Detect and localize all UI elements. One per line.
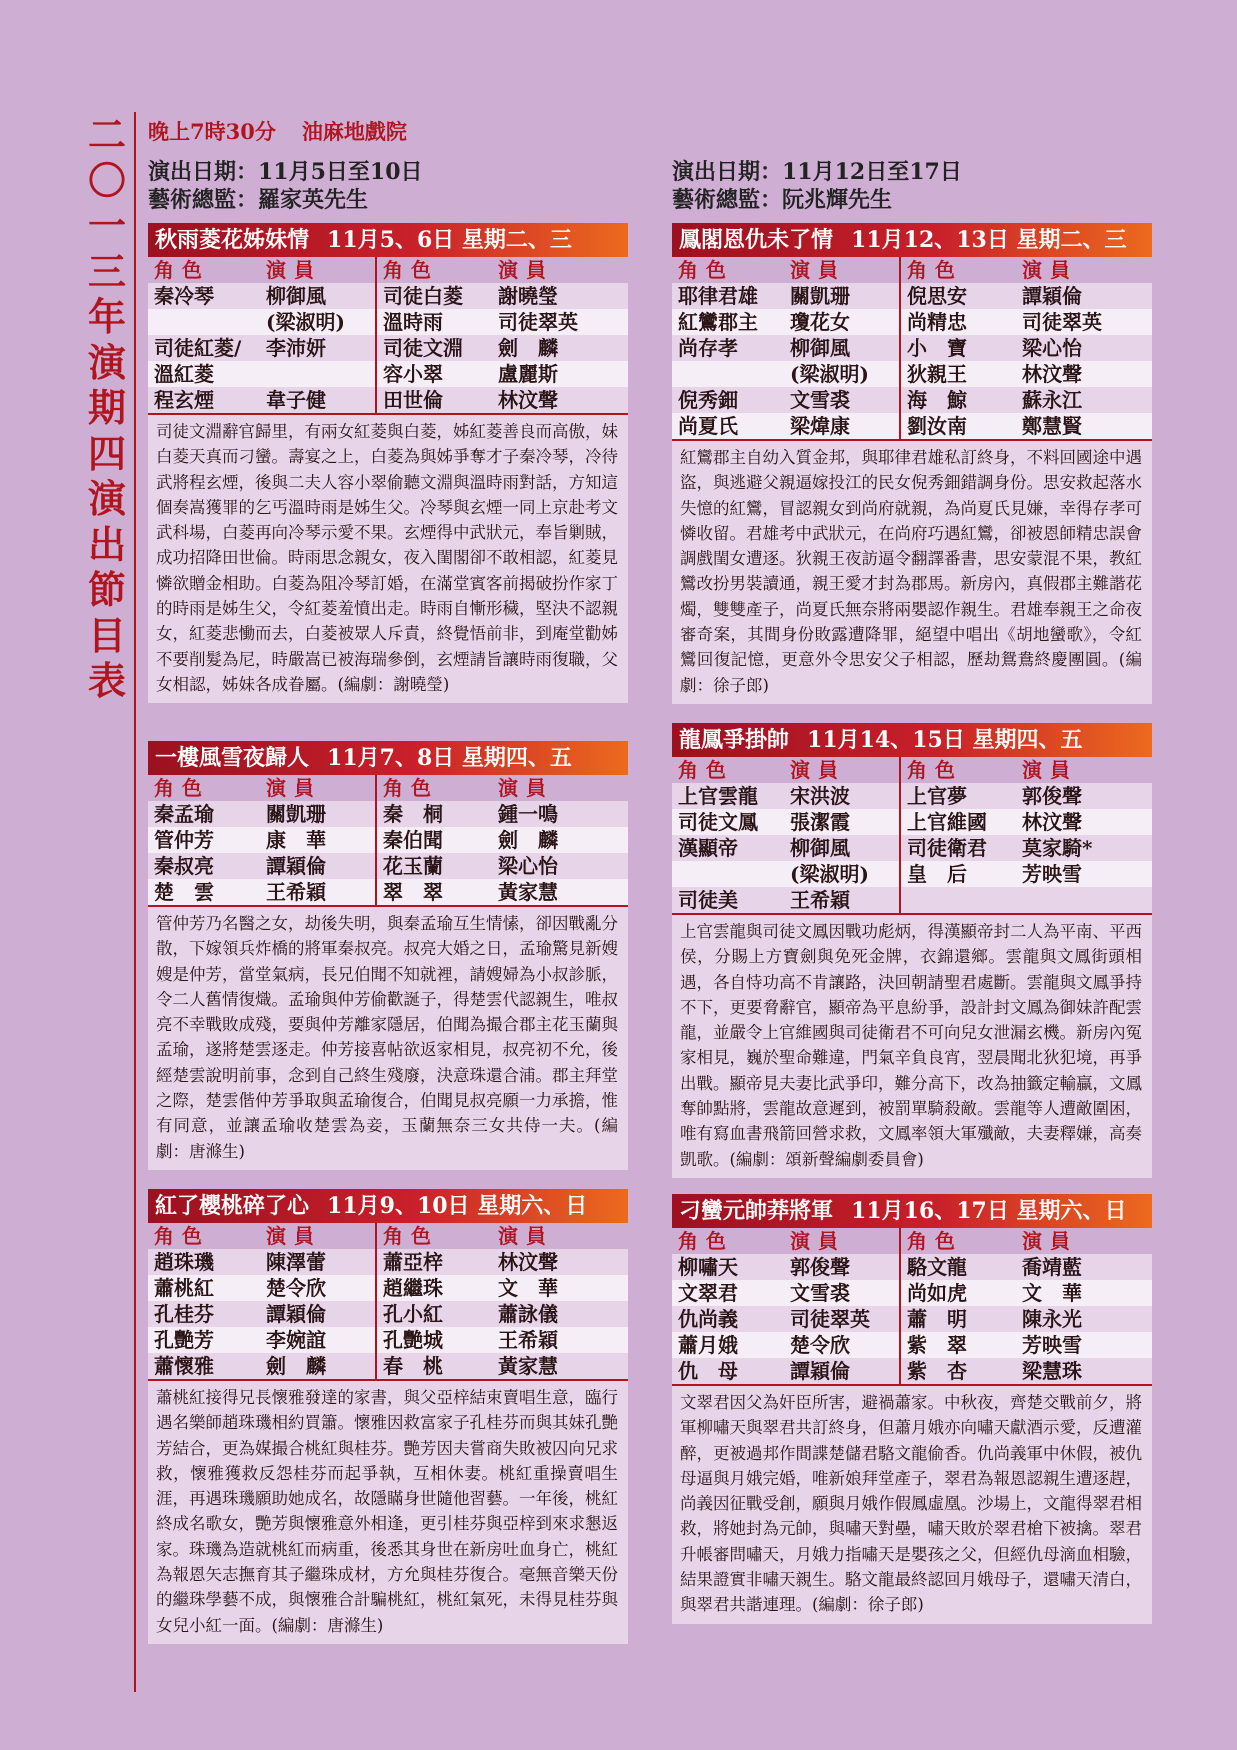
role-cell: 劉汝南 <box>900 413 1016 439</box>
cast-row <box>672 783 1152 809</box>
actor-cell <box>1016 887 1152 913</box>
synopsis: 文翠君因父為奸臣所害，避禍蕭家。中秋夜，齊楚交戰前夕，將軍柳嘯天與翠君共訂終身，但蕭月娥亦向嘯天獻酒示愛，反遭灌醉，更被過邦作間諜楚儲君駱文龍偷香。仇尚義軍中休假，被仇母逼與月娥完婚，唯新娘拜堂產子，翠君為報恩認親生遭逐趕，尚義因征戰受創，願與月娥作假鳳虛凰。沙場上，文龍得翠君相救，將她封為元帥，與嘯天對壘，嘯天敗於翠君槍下被擒。翠君升帳審問嘯天，月娥力指嘯天是嬰孩之父，但經仇母滴血相驗，結果證實非嘯天親生。駱文龍最終認回月娥母子，還嘯天清白，與翠君共諧連理。(編劇：徐子郎) <box>672 1384 1152 1624</box>
role-cell: 仇 母 <box>672 1358 784 1384</box>
role-cell: 倪秀鈿 <box>672 387 784 413</box>
role-cell: 司徒紅菱/ <box>148 335 260 361</box>
actor-cell: 韋子健 <box>260 387 376 413</box>
role-cell: 孔艷城 <box>376 1327 492 1353</box>
role-cell: 蕭桃紅 <box>148 1275 260 1301</box>
cast-header-row <box>672 757 1152 783</box>
right-schedule <box>672 158 962 214</box>
schedule-director: 藝術總監：阮兆輝先生 <box>672 187 893 213</box>
actor-cell: (梁淑明) <box>784 861 900 887</box>
cast-row <box>672 335 1152 361</box>
actor-cell: (梁淑明) <box>260 309 376 335</box>
actor-cell: 陳永光 <box>1016 1306 1152 1332</box>
actor-cell: 關凱珊 <box>260 801 376 827</box>
role-cell: 柳嘯天 <box>672 1254 784 1280</box>
role-cell: 孔桂芬 <box>148 1301 260 1327</box>
actor-cell: 鄭慧賢 <box>1016 413 1152 439</box>
actor-cell: 梁慧珠 <box>1016 1358 1152 1384</box>
show-header <box>148 741 628 775</box>
actor-cell: 芳映雪 <box>1016 861 1152 887</box>
actor-header: 演員 <box>498 258 554 282</box>
actor-cell: 梁心怡 <box>492 853 628 879</box>
role-cell: 春 桃 <box>376 1353 492 1379</box>
role-cell: 司徒衛君 <box>900 835 1016 861</box>
role-cell: 尚如虎 <box>900 1280 1016 1306</box>
role-cell: 管仲芳 <box>148 827 260 853</box>
role-cell <box>900 887 1016 913</box>
cast-row <box>672 1358 1152 1384</box>
actor-header: 演員 <box>266 776 322 800</box>
role-cell: 文翠君 <box>672 1280 784 1306</box>
role-cell: 海 鯨 <box>900 387 1016 413</box>
cast-row <box>148 827 628 853</box>
actor-cell: 文 華 <box>1016 1280 1152 1306</box>
actor-cell: 劍 麟 <box>260 1353 376 1379</box>
actor-cell <box>260 361 376 387</box>
cast-row <box>672 809 1152 835</box>
actor-header: 演員 <box>498 1224 554 1248</box>
role-cell: 秦叔亮 <box>148 853 260 879</box>
role-cell: 駱文龍 <box>900 1254 1016 1280</box>
actor-cell: 文雪裘 <box>784 1280 900 1306</box>
role-cell: 秦伯聞 <box>376 827 492 853</box>
actor-cell: 林汶聲 <box>1016 361 1152 387</box>
cast-row <box>148 1249 628 1275</box>
cast-row <box>148 309 628 335</box>
schedule-director: 藝術總監：羅家英先生 <box>148 187 369 213</box>
show-dates: 11月5、6日 星期二、三 <box>327 227 572 253</box>
role-cell: 紫 杏 <box>900 1358 1016 1384</box>
synopsis: 司徒文淵辭官歸里，有兩女紅菱與白菱，姊紅菱善良而高傲，妹白菱天真而刁蠻。壽宴之上，白菱為與姊爭奪才子秦冷琴，冷待武將程玄煙，後與二夫人容小翠偷聽文淵與溫時雨對話，方知這個奏嵩獲罪的乞丐溫時雨是姊生父。冷琴與玄煙一同上京赴考文武科場，白菱再向冷琴示愛不果。玄煙得中武狀元，奉旨剿賊，成功招降田世倫。時雨思念親女，夜入閨閣卻不敢相認，紅菱見憐欲贈金相助。白菱為阻冷琴訂婚，在滿堂賓客前揭破扮作家丁的時雨是姊生父，令紅菱羞憤出走。時雨自慚形穢，堅決不認親女，紅菱悲慟而去，白菱被眾人斥責，終覺悟前非，到庵堂勸姊不要削髮為尼，時嚴嵩已被海瑞參倒，玄煙請旨讓時雨復職，父女相認，姊妹各成眷屬。(編劇：謝曉瑩) <box>148 413 628 703</box>
actor-cell: 王希穎 <box>784 887 900 913</box>
role-cell: 田世倫 <box>376 387 492 413</box>
cast-table <box>672 257 1152 439</box>
actor-cell: 林汶聲 <box>492 387 628 413</box>
role-cell <box>672 361 784 387</box>
schedule-dates: 演出日期：11月5日至10日 <box>148 159 423 185</box>
actor-cell: 譚穎倫 <box>260 1301 376 1327</box>
synopsis: 紅鸞郡主自幼入質金邦，與耶律君雄私訂終身，不料回國途中遇盜，與逃避父親逼嫁投江的民女倪秀鈿錯調身份。思安救起落水失憶的紅鸞，冒認親女到尚府就親，為尚夏氏見嫌，幸得存孝可憐收留。君雄考中武狀元，在尚府巧遇紅鸞，卻被恩師精忠誤會調戲閨女遭逐。狄親王夜訪逼令翻譯番書，思安蒙混不果，教紅鸞改扮男裝讀通，親王愛才封為郡馬。新房內，真假郡主難諧花燭，雙雙產子，尚夏氏無奈將兩嬰認作親生。君雄奉親王之命夜審奇案，其間身份敗露遭降罪，絕望中唱出《胡地蠻歌》，令紅鸞回復記憶，更意外令思安父子相認，歷劫鴛鴦終慶團圓。(編劇：徐子郎) <box>672 439 1152 704</box>
actor-cell: 楚令欣 <box>784 1332 900 1358</box>
role-cell: 秦冷琴 <box>148 283 260 309</box>
cast-row <box>148 1275 628 1301</box>
role-header: 角色 <box>376 257 492 283</box>
show-dates: 11月16、17日 星期六、日 <box>851 1198 1127 1224</box>
actor-cell: 文雪裘 <box>784 387 900 413</box>
cast-row <box>148 1353 628 1379</box>
actor-cell: 莫家騎* <box>1016 835 1152 861</box>
role-cell: 溫時雨 <box>376 309 492 335</box>
cast-row <box>672 835 1152 861</box>
cast-row <box>148 335 628 361</box>
role-cell: 尚夏氏 <box>672 413 784 439</box>
role-cell: 上官維國 <box>900 809 1016 835</box>
cast-header-row <box>148 257 628 283</box>
actor-cell: 柳御風 <box>784 335 900 361</box>
actor-cell: 郭俊聲 <box>1016 783 1152 809</box>
cast-row <box>672 1306 1152 1332</box>
cast-row <box>672 283 1152 309</box>
actor-cell: 蘇永江 <box>1016 387 1152 413</box>
performance-time <box>148 116 407 146</box>
role-cell: 秦 桐 <box>376 801 492 827</box>
show-panel-s4 <box>672 223 1152 704</box>
cast-table <box>148 257 628 413</box>
actor-cell: 司徒翠英 <box>492 309 628 335</box>
actor-cell: 蕭詠儀 <box>492 1301 628 1327</box>
cast-row <box>672 413 1152 439</box>
cast-row <box>672 387 1152 413</box>
role-cell: 楚 雲 <box>148 879 260 905</box>
show-title: 秋雨菱花姊妹情 <box>155 227 310 253</box>
show-panel-s1 <box>148 223 628 703</box>
show-title: 鳳閣恩仇未了情 <box>679 227 834 253</box>
actor-cell: 芳映雪 <box>1016 1332 1152 1358</box>
role-header: 角色 <box>678 758 734 782</box>
role-cell: 孔艷芳 <box>148 1327 260 1353</box>
role-header: 角色 <box>678 258 734 282</box>
left-schedule <box>148 158 423 214</box>
role-cell: 花玉蘭 <box>376 853 492 879</box>
role-cell: 蕭月娥 <box>672 1332 784 1358</box>
show-header <box>672 1194 1152 1228</box>
cast-row <box>148 853 628 879</box>
actor-header: 演員 <box>790 258 846 282</box>
show-header <box>148 1189 628 1223</box>
actor-cell: 譚穎倫 <box>1016 283 1152 309</box>
actor-cell: 王希穎 <box>492 1327 628 1353</box>
role-cell: 蕭亞梓 <box>376 1249 492 1275</box>
actor-cell: 喬靖藍 <box>1016 1254 1152 1280</box>
role-header: 角色 <box>376 1223 492 1249</box>
actor-cell: 盧麗斯 <box>492 361 628 387</box>
cast-row <box>148 801 628 827</box>
cast-header-row <box>148 1223 628 1249</box>
venue: 油麻地戲院 <box>301 119 407 144</box>
actor-cell: 司徒翠英 <box>1016 309 1152 335</box>
cast-row <box>672 309 1152 335</box>
cast-table <box>148 775 628 905</box>
actor-cell: 林汶聲 <box>492 1249 628 1275</box>
actor-cell: 謝曉瑩 <box>492 283 628 309</box>
cast-row <box>672 1280 1152 1306</box>
cast-row <box>148 1327 628 1353</box>
role-header: 角色 <box>154 258 210 282</box>
role-cell: 秦孟瑜 <box>148 801 260 827</box>
actor-cell: 王希穎 <box>260 879 376 905</box>
synopsis: 管仲芳乃名醫之女，劫後失明，與秦孟瑜互生情愫，卻因戰亂分散，下嫁領兵炸橋的將軍秦叔亮。叔亮大婚之日，孟瑜驚見新嫂嫂是仲芳，當堂氣病，長兄伯聞不知就裡，請嫂婦為小叔診脈，令二人舊情復熾。孟瑜與仲芳偷歡誕子，得楚雲代認親生，唯叔亮不幸戰敗成殘，要與仲芳離家隱居，伯聞為撮合郡主花玉蘭與孟瑜，遂將楚雲逐走。仲芳接喜帖欲返家相見，叔亮初不允，後經楚雲說明前事，念到自己終生殘廢，決意珠還合浦。郡主拜堂之際，楚雲偕仲芳爭取與孟瑜復合，伯聞見叔亮願一力承擔，惟有同意，並讓孟瑜收楚雲為妾，玉蘭無奈三女共侍一夫。(編劇：唐滌生) <box>148 905 628 1170</box>
actor-cell: 張潔霞 <box>784 809 900 835</box>
role-cell: 司徒白菱 <box>376 283 492 309</box>
actor-cell: 柳御風 <box>784 835 900 861</box>
actor-cell: 黃家慧 <box>492 1353 628 1379</box>
role-cell: 司徒文淵 <box>376 335 492 361</box>
role-cell: 孔小紅 <box>376 1301 492 1327</box>
actor-cell: 鍾一鳴 <box>492 801 628 827</box>
cast-table <box>672 1228 1152 1384</box>
cast-header-row <box>672 257 1152 283</box>
divider-line <box>134 112 136 1692</box>
actor-cell: 宋洪波 <box>784 783 900 809</box>
cast-header-row <box>148 775 628 801</box>
role-cell: 趙珠璣 <box>148 1249 260 1275</box>
role-cell: 容小翠 <box>376 361 492 387</box>
role-cell: 上官雲龍 <box>672 783 784 809</box>
role-cell: 漢顯帝 <box>672 835 784 861</box>
actor-header: 演員 <box>790 1229 846 1253</box>
actor-header: 演員 <box>1022 1229 1078 1253</box>
synopsis: 蕭桃紅接得兄長懷雅發達的家書，與父亞梓結束賣唱生意，臨行遇名樂師趙珠璣相約買簫。懷雅因救富家子孔桂芬而與其妹孔艷芳結合，更為媒撮合桃紅與桂芬。艷芳因夫嘗商失敗被囚向兄求救，懷雅獲救反怨桂芬而起爭執，互相休妻。桃紅重操賣唱生涯，再遇珠璣願助她成名，故隱瞞身世隨他習藝。一年後，桃紅終成名歌女，艷芳與懷雅意外相逢，更引桂芬與亞梓到來求懇返家。珠璣為造就桃紅而病重，後悉其身世在新房吐血身亡，桃紅為報恩矢志撫育其子繼珠成材，方允與桂芬復合。毫無音樂天份的繼珠學藝不成，與懷雅合計騙桃紅，桃紅氣死，未得見桂芬與女兒小紅一面。(編劇：唐滌生) <box>148 1379 628 1644</box>
role-cell: 翠 翠 <box>376 879 492 905</box>
actor-header: 演員 <box>1022 758 1078 782</box>
role-header: 角色 <box>376 775 492 801</box>
role-cell: 上官夢 <box>900 783 1016 809</box>
actor-cell: (梁淑明) <box>784 361 900 387</box>
show-time: 晚上7時30分 <box>148 119 276 144</box>
role-cell: 小 寶 <box>900 335 1016 361</box>
cast-table <box>672 757 1152 913</box>
actor-header: 演員 <box>1022 258 1078 282</box>
role-cell: 倪思安 <box>900 283 1016 309</box>
actor-cell: 楚令欣 <box>260 1275 376 1301</box>
cast-row <box>148 387 628 413</box>
show-dates: 11月12、13日 星期二、三 <box>851 227 1127 253</box>
actor-cell: 關凱珊 <box>784 283 900 309</box>
actor-header: 演員 <box>266 1224 322 1248</box>
role-cell <box>672 861 784 887</box>
cast-row <box>148 1301 628 1327</box>
role-cell: 仇尚義 <box>672 1306 784 1332</box>
actor-cell: 司徒翠英 <box>784 1306 900 1332</box>
show-header <box>672 723 1152 757</box>
role-header: 角色 <box>900 757 1016 783</box>
schedule-dates: 演出日期：11月12日至17日 <box>672 159 962 185</box>
show-panel-s2 <box>148 741 628 1170</box>
role-header: 角色 <box>154 776 210 800</box>
actor-cell: 譚穎倫 <box>784 1358 900 1384</box>
role-header: 角色 <box>678 1229 734 1253</box>
cast-row <box>148 283 628 309</box>
actor-cell: 文 華 <box>492 1275 628 1301</box>
actor-cell: 李沛妍 <box>260 335 376 361</box>
show-panel-s3 <box>148 1189 628 1644</box>
actor-cell: 劍 麟 <box>492 335 628 361</box>
show-dates: 11月9、10日 星期六、日 <box>327 1193 588 1219</box>
role-cell <box>148 309 260 335</box>
actor-cell: 梁煒康 <box>784 413 900 439</box>
role-header: 角色 <box>900 257 1016 283</box>
role-cell: 尚存孝 <box>672 335 784 361</box>
show-title: 紅了櫻桃碎了心 <box>155 1193 310 1219</box>
role-cell: 趙繼珠 <box>376 1275 492 1301</box>
cast-row <box>672 1254 1152 1280</box>
role-cell: 溫紅菱 <box>148 361 260 387</box>
cast-row <box>672 361 1152 387</box>
actor-cell: 林汶聲 <box>1016 809 1152 835</box>
show-title: 一樓風雪夜歸人 <box>155 745 310 771</box>
cast-row <box>672 1332 1152 1358</box>
side-title: 二〇一三年演期四演出節目表 <box>87 112 126 703</box>
role-header: 角色 <box>154 1224 210 1248</box>
actor-cell: 柳御風 <box>260 283 376 309</box>
actor-cell: 陳澤蕾 <box>260 1249 376 1275</box>
actor-cell: 郭俊聲 <box>784 1254 900 1280</box>
role-cell: 紫 翠 <box>900 1332 1016 1358</box>
show-dates: 11月14、15日 星期四、五 <box>807 727 1083 753</box>
cast-row <box>148 879 628 905</box>
actor-cell: 黃家慧 <box>492 879 628 905</box>
actor-header: 演員 <box>266 258 322 282</box>
cast-table <box>148 1223 628 1379</box>
role-cell: 耶律君雄 <box>672 283 784 309</box>
show-panel-s6 <box>672 1194 1152 1624</box>
show-header <box>148 223 628 257</box>
show-dates: 11月7、8日 星期四、五 <box>327 745 572 771</box>
show-title: 龍鳳爭掛帥 <box>679 727 790 753</box>
synopsis: 上官雲龍與司徒文鳳因戰功彪炳，得漢顯帝封二人為平南、平西侯，分賜上方寶劍與免死金牌，衣錦還鄉。雲龍與文鳳街頭相遇，各自恃功高不肯讓路，決回朝請聖君處斷。雲龍與文鳳爭持不下，更要脅辭官，顯帝為平息紛爭，設計封文鳳為御妹許配雲龍，並嚴令上官維國與司徒衛君不可向兒女泄漏玄機。新房內冤家相見，巍於聖命難違，門氣辛負良宵，翌晨聞北狄犯境，再爭出戰。顯帝見夫妻比武爭印，難分高下，改為抽籤定輸贏，文鳳奪帥點將，雲龍故意遲到，被罰單騎殺敵。雲龍等人遭敵圍困，唯有寫血書飛箭回營求救，文鳳率領大軍殲敵，夫妻釋嫌，高奏凱歌。(編劇：頌新聲編劇委員會) <box>672 913 1152 1178</box>
cast-header-row <box>672 1228 1152 1254</box>
role-cell: 蕭懷雅 <box>148 1353 260 1379</box>
show-title: 刁蠻元帥莽將軍 <box>679 1198 834 1224</box>
actor-header: 演員 <box>790 758 846 782</box>
actor-cell: 劍 麟 <box>492 827 628 853</box>
role-cell: 紅鸞郡主 <box>672 309 784 335</box>
role-cell: 皇 后 <box>900 861 1016 887</box>
cast-row <box>148 361 628 387</box>
show-panel-s5 <box>672 723 1152 1178</box>
actor-header: 演員 <box>498 776 554 800</box>
role-cell: 程玄煙 <box>148 387 260 413</box>
role-header: 角色 <box>900 1228 1016 1254</box>
actor-cell: 譚穎倫 <box>260 853 376 879</box>
role-cell: 司徒文鳳 <box>672 809 784 835</box>
actor-cell: 梁心怡 <box>1016 335 1152 361</box>
show-header <box>672 223 1152 257</box>
cast-row <box>672 887 1152 913</box>
cast-row <box>672 861 1152 887</box>
actor-cell: 康 華 <box>260 827 376 853</box>
actor-cell: 瓊花女 <box>784 309 900 335</box>
role-cell: 尚精忠 <box>900 309 1016 335</box>
actor-cell: 李婉誼 <box>260 1327 376 1353</box>
role-cell: 司徒美 <box>672 887 784 913</box>
role-cell: 狄親王 <box>900 361 1016 387</box>
role-cell: 蕭 明 <box>900 1306 1016 1332</box>
